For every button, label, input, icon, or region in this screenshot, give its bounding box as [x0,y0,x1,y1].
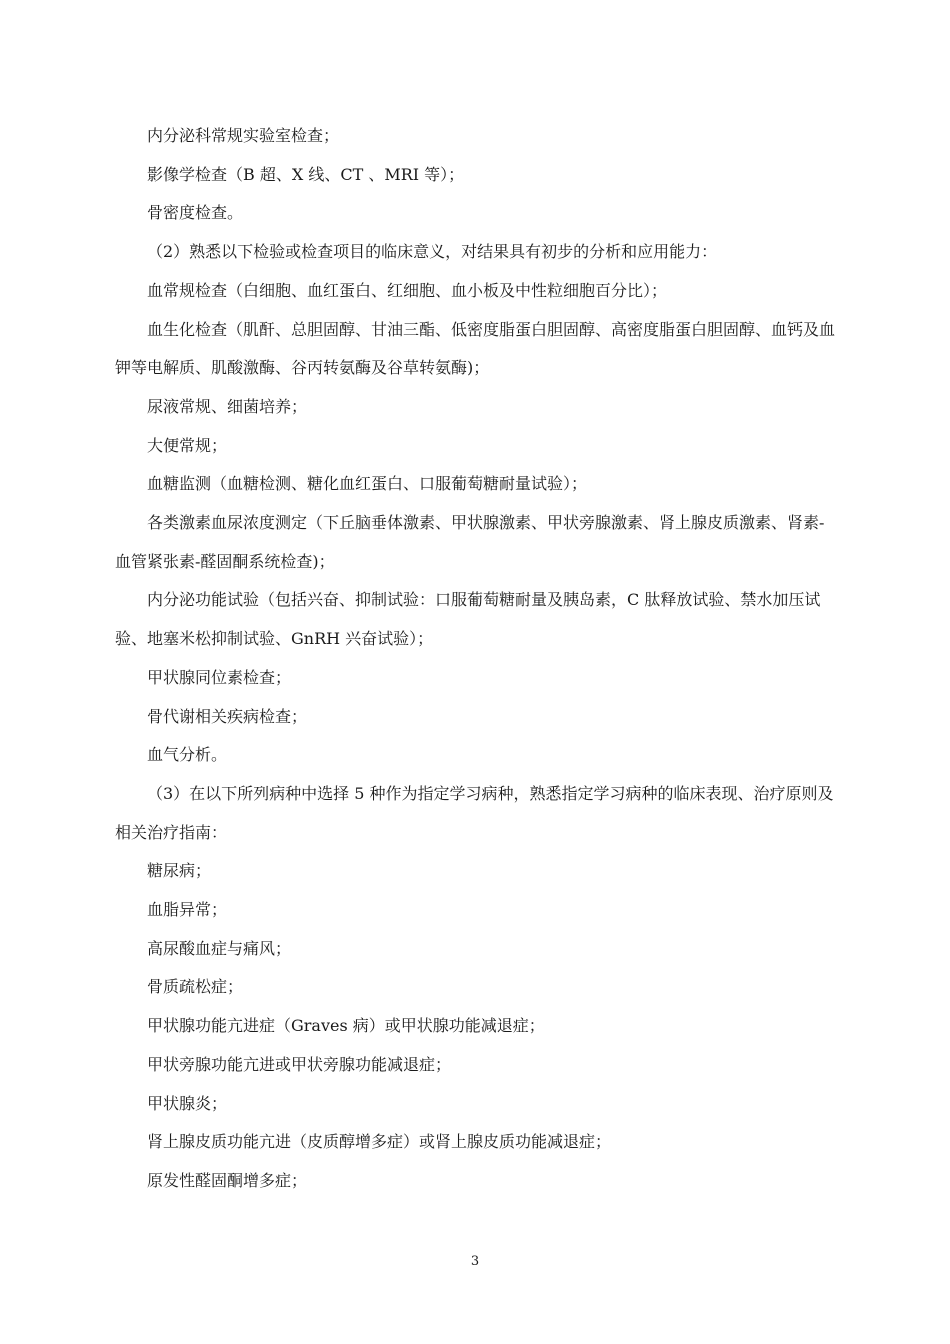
paragraph: 影像学检查（B 超、X 线、CT 、MRI 等）； [147,164,465,184]
page-number: 3 [470,1254,480,1269]
document-body [115,117,835,1201]
section-heading-3: （3）在以下所列病种中选择 5 种作为指定学习病种，熟悉指定学习病种的临床表现、治疗原则及相关治疗指南： [115,783,834,842]
paragraph: 血糖监测（血糖检测、糖化血红蛋白、口服葡萄糖耐量试验）； [147,474,588,494]
paragraph: 甲状腺同位素检查； [147,667,292,687]
list-item: 原发性醛固酮增多症； [147,1170,308,1190]
paragraph: 尿液常规、细菌培养； [147,396,308,416]
paragraph: 血常规检查（白细胞、血红蛋白、红细胞、血小板及中性粒细胞百分比）； [147,280,668,300]
list-item: 肾上腺皮质功能亢进（皮质醇增多症）或肾上腺皮质功能减退症； [147,1132,612,1152]
paragraph: 内分泌功能试验（包括兴奋、抑制试验：口服葡萄糖耐量及胰岛素，C 肽释放试验、禁水加压试验、地塞米松抑制试验、GnRH 兴奋试验）； [115,590,821,649]
paragraph: 血生化检查（肌酐、总胆固醇、甘油三酯、低密度脂蛋白胆固醇、高密度脂蛋白胆固醇、血钙及血钾等电解质、肌酸激酶、谷丙转氨酶及谷草转氨酶)； [115,319,836,378]
paragraph: 骨代谢相关疾病检查； [147,706,308,726]
paragraph: 血气分析。 [147,745,228,765]
paragraph: 骨密度检查。 [147,203,244,223]
list-item: 甲状腺炎； [147,1093,228,1113]
paragraph: 内分泌科常规实验室检查； [147,126,340,145]
list-item: 高尿酸血症与痛风； [147,938,292,958]
paragraph: 大便常规； [147,435,228,455]
list-item: 糖尿病； [147,861,212,881]
list-item: 甲状旁腺功能亢进或甲状旁腺功能减退症； [147,1054,452,1074]
list-item: 骨质疏松症； [147,977,244,997]
list-item: 甲状腺功能亢进症（Graves 病）或甲状腺功能减退症； [147,1016,545,1036]
paragraph: 各类激素血尿浓度测定（下丘脑垂体激素、甲状腺激素、甲状旁腺激素、肾上腺皮质激素、肾素-血管紧张素-醛固酮系统检查)； [115,513,825,571]
list-item: 血脂异常； [147,900,228,920]
section-heading-2: （2）熟悉以下检验或检查项目的临床意义，对结果具有初步的分析和应用能力： [147,242,718,262]
